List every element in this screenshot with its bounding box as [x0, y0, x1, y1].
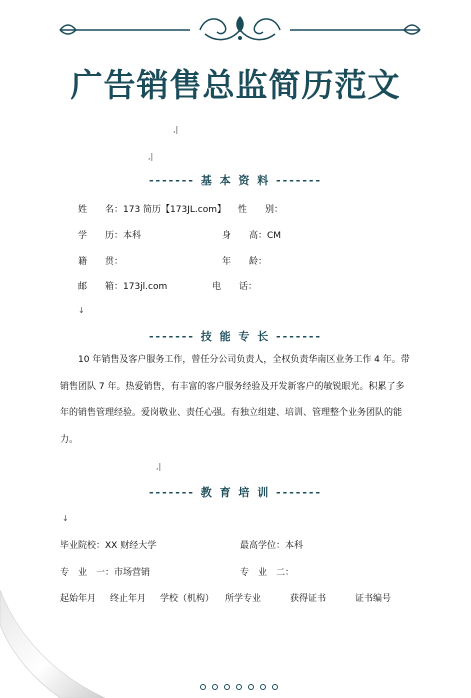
pagination-dots [200, 684, 278, 690]
pagination-dot[interactable] [236, 684, 242, 690]
edu-col-major: 所学专业 [225, 594, 262, 604]
paragraph-mark: ,| [148, 152, 154, 161]
page-title: 广告销售总监简历范文 [70, 66, 401, 104]
degree-row: 最高学位：本科 [240, 541, 304, 551]
pagination-dot[interactable] [260, 684, 266, 690]
paragraph-mark: ,| [173, 125, 179, 134]
section-basic-heading: ------- 基 本 资 料 ------- [148, 174, 323, 187]
school-row: 毕业院校：XX 财经大学 [60, 541, 157, 551]
page-curl [0, 580, 110, 698]
email-row: 邮 箱：173jl.com [78, 282, 168, 292]
hometown-row: 籍 贯： [78, 257, 124, 267]
paragraph-mark: ,| [156, 462, 162, 471]
pagination-dot[interactable] [200, 684, 206, 690]
section-skills-heading: ------- 技 能 专 长 ------- [148, 330, 323, 343]
edu-col-start: 起始年月 [60, 594, 97, 604]
major-one-row: 专 业 一：市场营销 [60, 568, 151, 578]
gender-row: 性 别： [238, 205, 284, 215]
paragraph-mark: ↓ [62, 514, 69, 523]
age-row: 年 龄： [222, 257, 268, 267]
major-two-row: 专 业 二： [240, 568, 295, 578]
edu-col-end: 终止年月 [110, 594, 147, 604]
height-row: 身 高：CM [222, 231, 282, 241]
pagination-dot[interactable] [272, 684, 278, 690]
education-row: 学 历：本科 [78, 231, 142, 241]
pagination-dot[interactable] [224, 684, 230, 690]
paragraph-mark: ↓ [78, 306, 85, 315]
pagination-dot[interactable] [248, 684, 254, 690]
edu-col-certificate: 获得证书 [290, 594, 327, 604]
skills-paragraph: 10 年销售及客户服务工作，曾任分公司负责人，全权负责华南区业务工作 4 年。带销售团队 7 年。热爱销售，有丰富的客户服务经验及开发新客户的敏锐眼光。积累了多年的销售管理经验。爱岗敬业、责任心强。有独立组建、培训、管理整个业务团队的能力。 [60, 355, 410, 445]
name-row: 姓 名：173 简历【173JL.com】 [78, 205, 226, 215]
section-education-heading: ------- 教 育 培 训 ------- [148, 486, 323, 499]
edu-col-school: 学校（机构） [160, 594, 215, 604]
pagination-dot[interactable] [212, 684, 218, 690]
phone-row: 电 话： [212, 282, 258, 292]
header-ornament [0, 8, 471, 48]
edu-col-certificate-no: 证书编号 [355, 594, 392, 604]
